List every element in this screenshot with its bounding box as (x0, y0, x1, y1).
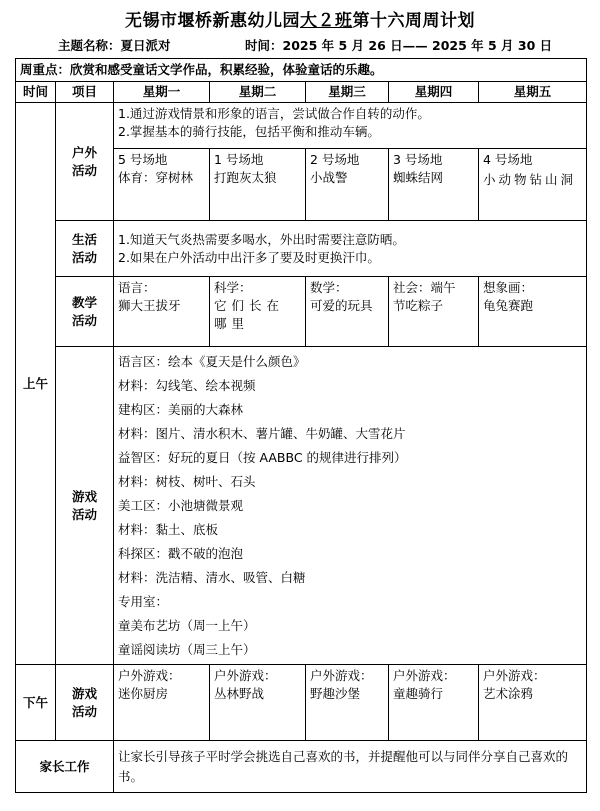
afternoon-game-row (16, 665, 587, 741)
theme-name: 主题名称：夏日派对 (58, 38, 171, 53)
game-line: 材料：树枝、树叶、石头 (118, 474, 256, 489)
date-range: 时间：2025 年 5 月 26 日—— 2025 年 5 月 30 日 (245, 38, 553, 53)
game-activity-row (16, 347, 587, 665)
outdoor-place: 3 号场地 (393, 152, 443, 167)
focus-row (16, 59, 587, 82)
teaching-content: 它们长在哪里 (214, 298, 285, 331)
outdoor-thursday (389, 149, 479, 221)
afternoon-game-type: 户外游戏： (483, 668, 546, 683)
outdoor-activity: 小动物钻山洞 (483, 172, 577, 187)
afternoon-friday (479, 665, 587, 741)
weekly-plan-table (15, 58, 587, 793)
teaching-wednesday (306, 277, 389, 347)
afternoon-label: 下午 (16, 665, 56, 741)
weekly-focus: 周重点：欣赏和感受童话文学作品，积累经验，体验童话的乐趣。 (16, 59, 587, 82)
afternoon-game-name: 艺术涂鸦 (483, 686, 534, 701)
teaching-content: 节吃粽子 (393, 298, 444, 313)
game-line: 建构区：美丽的大森林 (118, 402, 244, 417)
afternoon-game-type: 户外游戏： (118, 668, 181, 683)
game-line: 材料：勾线笔、绘本视频 (118, 378, 256, 393)
outdoor-tuesday (210, 149, 306, 221)
header-time: 时间 (16, 82, 56, 103)
parent-work-content: 让家长引导孩子平时学会挑选自己喜欢的书，并提醒他可以与同伴分享自己喜欢的书。 (114, 741, 587, 793)
game-activity-label (56, 347, 114, 665)
teaching-friday (479, 277, 587, 347)
header-thursday: 星期四 (389, 82, 479, 103)
teaching-activity-label (56, 277, 114, 347)
game-label-1: 游戏 (71, 488, 97, 504)
afternoon-thursday (389, 665, 479, 741)
teaching-label-1: 教学 (71, 294, 97, 310)
morning-label: 上午 (16, 103, 56, 665)
outdoor-activity: 体育：穿树林 (118, 170, 194, 185)
outdoor-place: 5 号场地 (118, 152, 168, 167)
outdoor-activity: 打跑灰太狼 (214, 170, 277, 185)
teaching-tuesday (210, 277, 306, 347)
teaching-subject: 科学： (214, 280, 252, 295)
game-line: 美工区：小池塘微景观 (118, 498, 244, 513)
life-item-1: 1.知道天气炎热需要多喝水，外出时需要注意防晒。 (118, 231, 405, 247)
game-activity-content (114, 347, 587, 665)
header-monday: 星期一 (114, 82, 210, 103)
afternoon-game-label-2: 活动 (71, 703, 97, 719)
teaching-label-2: 活动 (71, 312, 97, 328)
header-row (16, 82, 587, 103)
parent-work-label: 家长工作 (16, 741, 114, 793)
outdoor-activity: 小战警 (310, 170, 348, 185)
life-activity-row (16, 221, 587, 277)
outdoor-friday (479, 149, 587, 221)
outdoor-activity: 蜘蛛结网 (393, 170, 444, 185)
outdoor-goals (114, 103, 587, 149)
outdoor-goal-2: 2.掌握基本的骑行技能，包括平衡和推动车辆。 (118, 124, 380, 139)
outdoor-place: 1 号场地 (214, 152, 264, 167)
afternoon-game-name: 迷你厨房 (118, 686, 169, 701)
life-label-2: 活动 (71, 249, 97, 265)
game-line: 科探区：戳不破的泡泡 (118, 546, 244, 561)
header-tuesday: 星期二 (210, 82, 306, 103)
teaching-thursday (389, 277, 479, 347)
header-friday: 星期五 (479, 82, 587, 103)
teaching-subject: 想象画： (483, 280, 534, 295)
game-line: 童谣阅读坊（周三上午） (118, 642, 256, 657)
afternoon-game-label (56, 665, 114, 741)
afternoon-game-name: 野趣沙堡 (310, 686, 361, 701)
teaching-content: 龟兔赛跑 (483, 298, 534, 313)
game-label-2: 活动 (71, 506, 97, 522)
afternoon-monday (114, 665, 210, 741)
header-item: 项目 (56, 82, 114, 103)
outdoor-label-1: 户外 (71, 144, 97, 160)
parent-work-row (16, 741, 587, 793)
afternoon-game-type: 户外游戏： (214, 668, 277, 683)
teaching-subject: 数学： (310, 280, 348, 295)
game-line: 材料：洗洁精、清水、吸管、白糖 (118, 570, 306, 585)
header-wednesday: 星期三 (306, 82, 389, 103)
teaching-subject: 社会：端午 (393, 280, 456, 295)
title-class-name: 大２班 (300, 11, 353, 31)
life-item-2: 2.如果在户外活动中出汗多了要及时更换汗巾。 (118, 249, 380, 265)
game-line: 童美布艺坊（周一上午） (118, 618, 256, 633)
afternoon-game-name: 丛林野战 (214, 686, 265, 701)
game-line: 材料：图片、清水积木、薯片罐、牛奶罐、大雪花片 (118, 426, 406, 441)
outdoor-wednesday (306, 149, 389, 221)
game-line: 语言区：绘本《夏天是什么颜色》 (118, 354, 306, 369)
afternoon-game-type: 户外游戏： (310, 668, 373, 683)
teaching-monday (114, 277, 210, 347)
outdoor-monday (114, 149, 210, 221)
outdoor-label-2: 活动 (71, 162, 97, 178)
teaching-content: 可爱的玩具 (310, 298, 373, 313)
title-suffix: 第十六周周计划 (352, 11, 475, 31)
outdoor-goals-row (16, 103, 587, 149)
life-label-1: 生活 (71, 231, 97, 247)
afternoon-game-name: 童趣骑行 (393, 686, 444, 701)
afternoon-game-label-1: 游戏 (71, 685, 97, 701)
life-activity-label (56, 221, 114, 277)
title-prefix: 无锡市堰桥新惠幼儿园 (125, 11, 300, 31)
afternoon-tuesday (210, 665, 306, 741)
life-activity-content (114, 221, 587, 277)
teaching-subject: 语言： (118, 280, 156, 295)
game-line: 益智区：好玩的夏日（按 AABBC 的规律进行排列） (118, 450, 407, 465)
afternoon-game-type: 户外游戏： (393, 668, 456, 683)
teaching-activity-row (16, 277, 587, 347)
teaching-content: 狮大王拔牙 (118, 298, 181, 313)
afternoon-wednesday (306, 665, 389, 741)
outdoor-place: 2 号场地 (310, 152, 360, 167)
outdoor-goal-1: 1.通过游戏情景和形象的语言，尝试做合作自转的动作。 (118, 106, 430, 121)
page-title (0, 6, 600, 31)
outdoor-activity-label (56, 103, 114, 221)
outdoor-place: 4 号场地 (483, 152, 533, 167)
game-line: 专用室： (118, 594, 169, 609)
game-line: 材料：黏土、底板 (118, 522, 219, 537)
